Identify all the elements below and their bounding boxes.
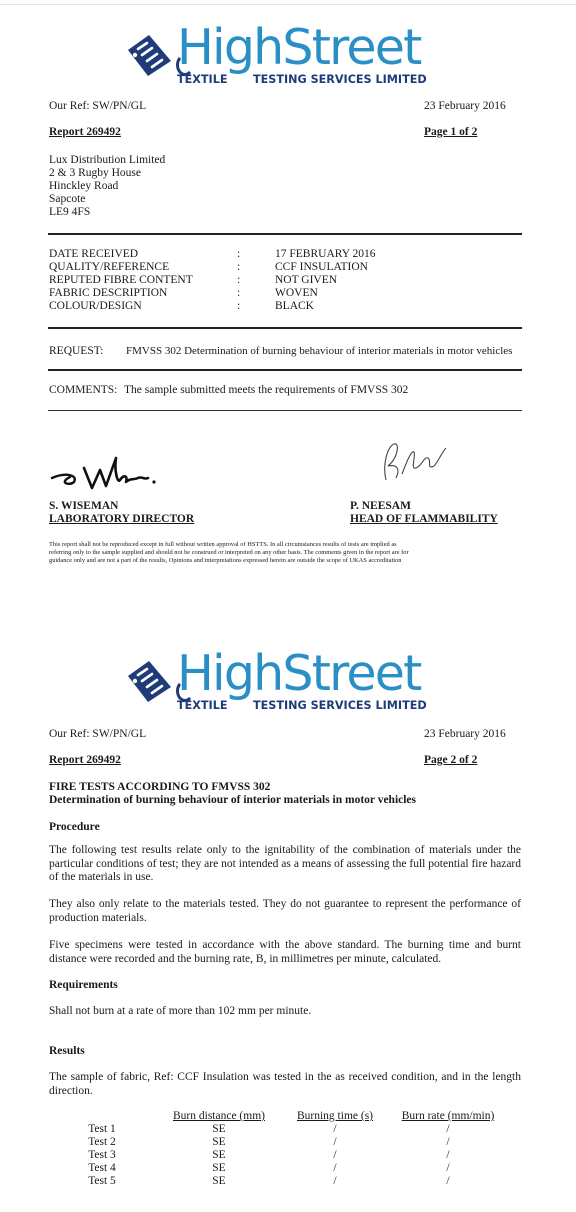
- logo-wordmark: HighStreet: [177, 645, 421, 702]
- disclaimer-line: guidance only and are not a part of the results, Opinions and interpretations expressed herein are outside the scope of UKAS accreditation: [49, 557, 402, 564]
- page-number: Page 1 of 2: [424, 126, 478, 138]
- logo-mark-icon: [122, 658, 174, 704]
- procedure-paragraph: They also only relate to the materials tested. They do not guarantee to represent the performance of production materials.: [49, 898, 521, 924]
- report-number: Report 269492: [49, 754, 121, 766]
- address-line: LE9 4FS: [49, 206, 91, 218]
- detail-row: COLOUR/DESIGN : BLACK: [49, 300, 314, 312]
- detail-row: DATE RECEIVED : 17 FEBRUARY 2016: [49, 248, 376, 260]
- logo-wordmark: HighStreet: [177, 19, 421, 76]
- signatory-left-name: S. WISEMAN: [49, 500, 119, 512]
- our-ref: Our Ref: SW/PN/GL: [49, 728, 147, 740]
- address-line: 2 & 3 Rugby House: [49, 167, 141, 179]
- page-number: Page 2 of 2: [424, 754, 478, 766]
- signatory-left-title: LABORATORY DIRECTOR: [49, 513, 195, 525]
- detail-row: QUALITY/REFERENCE : CCF INSULATION: [49, 261, 368, 273]
- address-line: Hinckley Road: [49, 180, 119, 192]
- section-heading: FIRE TESTS ACCORDING TO FMVSS 302: [49, 781, 271, 793]
- divider: [48, 327, 522, 329]
- comments-text: The sample submitted meets the requirements of FMVSS 302: [124, 384, 409, 396]
- logo-tagline: TEXTILE TESTING SERVICES LIMITED: [177, 699, 427, 712]
- our-ref: Our Ref: SW/PN/GL: [49, 100, 147, 112]
- disclaimer-line: referring only to the sample supplied and should not be construed or interpreted on any other basis. The comments given in the report are for: [49, 549, 409, 556]
- table-header: Burning time (s): [296, 1110, 374, 1122]
- results-intro: The sample of fabric, Ref: CCF Insulation was tested in the as received condition, and in the length direction.: [49, 1071, 521, 1097]
- report-page-1: [0, 0, 576, 590]
- detail-row: FABRIC DESCRIPTION : WOVEN: [49, 287, 318, 299]
- request-text: FMVSS 302 Determination of burning behaviour of interior materials in motor vehicles: [126, 345, 513, 357]
- company-logo: [122, 19, 452, 94]
- report-number: Report 269492: [49, 126, 121, 138]
- procedure-heading: Procedure: [49, 821, 100, 833]
- requirements-heading: Requirements: [49, 979, 118, 991]
- section-subheading: Determination of burning behaviour of interior materials in motor vehicles: [49, 794, 417, 806]
- request-label: REQUEST:: [49, 345, 104, 357]
- signature-neesam-icon: [368, 434, 450, 494]
- address-line: Sapcote: [49, 193, 86, 205]
- divider: [48, 410, 522, 411]
- detail-row: REPUTED FIBRE CONTENT : NOT GIVEN: [49, 274, 338, 286]
- divider: [48, 233, 522, 235]
- report-date: 23 February 2016: [424, 728, 506, 740]
- logo-tagline: TEXTILE TESTING SERVICES LIMITED: [177, 73, 427, 86]
- address-line: Lux Distribution Limited: [49, 154, 166, 166]
- report-date: 23 February 2016: [424, 100, 506, 112]
- signature-wiseman-icon: [48, 448, 166, 494]
- requirements-text: Shall not burn at a rate of more than 102 mm per minute.: [49, 1005, 312, 1017]
- signatory-right-title: HEAD OF FLAMMABILITY: [350, 513, 498, 525]
- procedure-paragraph: Five specimens were tested in accordance with the above standard. The burning time and burnt distance were recorded and the burning rate, B, in millimetres per minute, calculated.: [49, 939, 521, 965]
- comments-label: COMMENTS:: [49, 384, 118, 396]
- table-header: Burn distance (mm): [173, 1110, 265, 1122]
- disclaimer-line: This report shall not be reproduced except in full without written approval of HSTTS. In all circumstances results of tests are implied as: [49, 541, 397, 548]
- table-header: Burn rate (mm/min): [401, 1110, 495, 1122]
- divider: [48, 369, 522, 371]
- logo-mark-icon: [122, 32, 174, 78]
- signatory-right-name: P. NEESAM: [350, 500, 411, 512]
- report-page-2: HighStreet TEXTILE TESTING SERVICES LIMITED Our Ref: SW/PN/GL 23 February 2016 Report 269492 Page 2 of 2 FIRE TESTS ACCORDING TO FMVSS 302 Determination of burning behaviour of interior materials in motor vehicles Procedure The following test results relate only to the ignitability of the combination of materials under the particular conditions of test; they are not intended as a means of assessing the full potential fire hazard of the materials in use. They also only relate to the materials tested. They do not guarantee to represent the performance of production materials. Five specimens were tested in accordance with the above standard. The burning time and burnt distance were recorded and the burning rate, B, in millimetres per minute, calculated. Requirements Shall not burn at a rate of more than 102 mm per minute. Results The sample of fabric, Ref: CCF Insulation was tested in the as received condition, and in the length direction. Burn distance (mm) Burning time (s) Burn rate (mm/min) Test 1 SE / / Test 2 SE / / Test 3 SE / / Test 4 SE / / Test 5 SE / /: [49, 645, 521, 1187]
- procedure-paragraph: The following test results relate only to the ignitability of the combination of materials under the particular conditions of test; they are not intended as a means of assessing the full potential fire hazard of the materials in use.: [49, 844, 521, 883]
- company-logo: [122, 645, 452, 720]
- results-heading: Results: [49, 1045, 85, 1057]
